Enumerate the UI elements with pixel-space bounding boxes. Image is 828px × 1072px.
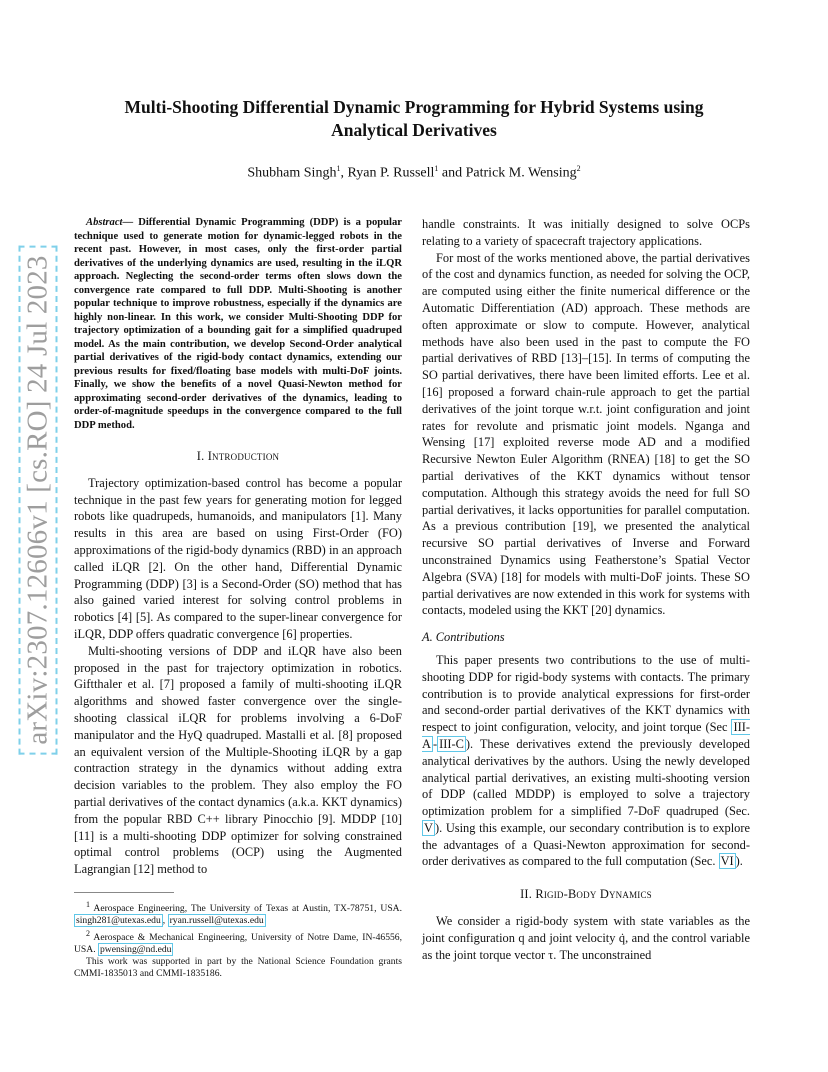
section-link[interactable]: VI — [720, 854, 734, 869]
abstract — [74, 216, 402, 432]
funding-note: This work was supported in part by the National Science Foundation grants CMMI-1835013 and CMMI-1835186. — [74, 956, 402, 980]
footnote-1: $^1$ Aerospace Engineering, The University of Texas at Austin, TX-78751, USA. singh281@utexas.edu , ryan.russell@utexas.edu — [76, 899, 402, 927]
email-link[interactable]: ryan.russell@utexas.edu — [169, 915, 264, 927]
abstract-label: Abstract — [86, 217, 123, 228]
author-2: Ryan P. Russell — [347, 165, 435, 181]
affiliation-marker: 2 — [576, 164, 581, 173]
paragraph: We consider a rigid-body system with state variables as the joint configuration q and joint velocity q̇, and the control variable as the joint torque vector τ. The unconstrained — [422, 914, 750, 962]
author-3: Patrick M. Wensing — [465, 165, 577, 181]
paragraph: Trajectory optimization-based control has become a popular technique in the past few years for generating motion for legged robots like quadrupeds, humanoids, and manipulators [1]. Many results in this area are based on using First-Order (FO) approximations of the rigid-body dynamics (RBD) in an approach called iLQR [2]. On the other hand, Differential Dynamic Programming (DDP) [3] is a Second-Order (SO) method that has also gained varied interest for solving control problems in robotics [4] [5]. As compared to the super-linear convergence for iLQR, DDP offers quadratic convergence [6] properties. — [74, 475, 402, 641]
author-1: Shubham Singh — [247, 165, 337, 181]
section-link[interactable]: III-A — [422, 720, 750, 751]
footnote-2: $^2$ Aerospace & Mechanical Engineering, University of Notre Dame, IN-46556, USA. pwensing@nd.edu — [74, 928, 402, 955]
section-title: Rigid-Body Dynamics — [535, 887, 652, 902]
arxiv-id[interactable]: arXiv:2307.12606v1 [cs.RO] 24 Jul 2023 — [19, 245, 58, 754]
affiliation-marker: 1 — [434, 164, 439, 173]
author-list: Shubham Singh$^1$, Ryan P. Russell$^1$ and Patrick M. Wensing$^2$ — [247, 164, 581, 181]
section-link[interactable]: III-C — [439, 736, 464, 751]
abstract-text: — Differential Dynamic Programming (DDP) is a popular technique used to generate motion for dynamic-legged robots in the recent past. However, in most cases, only the first-order partial derivatives of the underlying dynamics are used, resulting in the iLQR approach. Neglecting the second-order terms often slows down the convergence rate compared to full DDP. Multi-Shooting is another popular technique to improve robustness, especially if the dynamics are highly non-linear. In this work, we consider Multi-Shooting DDP for trajectory optimization of a bounding gait for a simplified quadruped model. As the main contribution, we develop Second-Order analytical partial derivatives of the rigid-body contact dynamics, extending our previous results for fixed/floating base models with multi-DoF joints. Finally, we show the benefits of a novel Quasi-Newton method for approximating second-order derivatives of the dynamics, leading to order-of-magnitude speedups in the convergence compared to the full DDP method. — [74, 217, 402, 431]
paragraph-contributions: This paper presents two contributions to the use of multi-shooting DDP for rigid-body systems with contacts. The primary contribution is to provide analytical expressions for first-order and second-order partial derivatives of the KKT dynamics with respect to joint configuration, velocity, and joint torque (Sec III-A - III-C ). These derivatives extend the previously developed analytical derivatives by the authors. Using the newly developed analytical partial derivatives, an existing multi-shooting version of DDP (called MDDP) is employed to solve a trajectory optimization problem for a simplified 7-DoF quadruped (Sec. V ). Using this example, our secondary contribution is to explore the advantages of a Quasi-Newton approximation for second-order derivatives as compared to the full computation (Sec. VI ). — [422, 652, 750, 869]
email-link[interactable]: singh281@utexas.edu — [76, 915, 161, 927]
section-link[interactable]: V — [424, 820, 433, 835]
footnote-rule — [74, 892, 174, 893]
paragraph: handle constraints. It was initially designed to solve OCPs relating to a variety of spacecraft trajectory applications. — [422, 217, 750, 248]
subsection-heading-contributions: A. Contributions — [422, 630, 505, 645]
affiliation-marker: 1 — [336, 164, 341, 173]
section-title: Introduction — [207, 449, 280, 463]
section-heading-rigid-body-dynamics: II. Rigid-Body Dynamics — [520, 887, 652, 902]
paper-title: Multi-Shooting Differential Dynamic Programming for Hybrid Systems using Analytical Derivatives — [124, 97, 704, 140]
paragraph: Multi-shooting versions of DDP and iLQR have also been proposed in the past for trajectory optimization in robotics. Giftthaler et al. [7] proposed a family of multi-shooting iLQR algorithms and showed faster convergence over the single-shooting classical iLQR for problems involving a 6-DoF manipulator and the HyQ quadruped. Mastalli et al. [8] proposed an equivalent version of the Multiple-Shooting iLQR by a gap contraction strategy in the dynamics without adding extra decision variables to the problem. They also employ the FO partial derivatives of the contact dynamics (a.k.a. KKT dynamics) from the popular RBD C++ library Pinocchio [9]. MDDP [10] [11] is a multi-shooting DDP optimizer for solving constrained optimal control problems (OCP) using the Augmented Lagrangian [12] method to — [74, 643, 402, 877]
arxiv-watermark[interactable] — [20, 255, 56, 745]
section-heading-introduction: I. Introduction — [196, 449, 280, 463]
paragraph: For most of the works mentioned above, the partial derivatives of the cost and dynamics function, as needed for solving the OCP, are computed using either the finite numerical difference or the Automatic Differentiation (AD) approach. These methods are often approximate or slow to compute. However, analytical methods have also been used in the past to compute the FO partial derivatives of RBD [13]–[15]. In terms of computing the SO partial derivatives, there have been limited efforts. Lee et al. [16] proposed a forward chain-rule approach to get the partial derivatives of the joint torque w.r.t. joint configuration and joint rates for revolute and prismatic joint models. Nganga and Wensing [17] exploited reverse mode AD and a modified Recursive Newton Euler Algorithm (RNEA) [18] to get the SO partial derivatives of the KKT dynamics without tensor computation. Although this strategy avoids the need for full SO partial derivatives, it lacks opportunities for parallel computation. As a previous contribution [19], we presented the analytical recursive SO partial derivatives of Inverse and Forward unconstrained Dynamics using Featherstone’s Spatial Vector Algebra (SVA) [18] for models with multi-DoF joints. These SO partial derivatives are now extended in this work for systems with contacts, modeled using the KKT [20] dynamics. — [422, 250, 750, 618]
left-column — [74, 216, 402, 981]
right-column — [422, 216, 750, 963]
email-link[interactable]: pwensing@nd.edu — [100, 943, 172, 955]
